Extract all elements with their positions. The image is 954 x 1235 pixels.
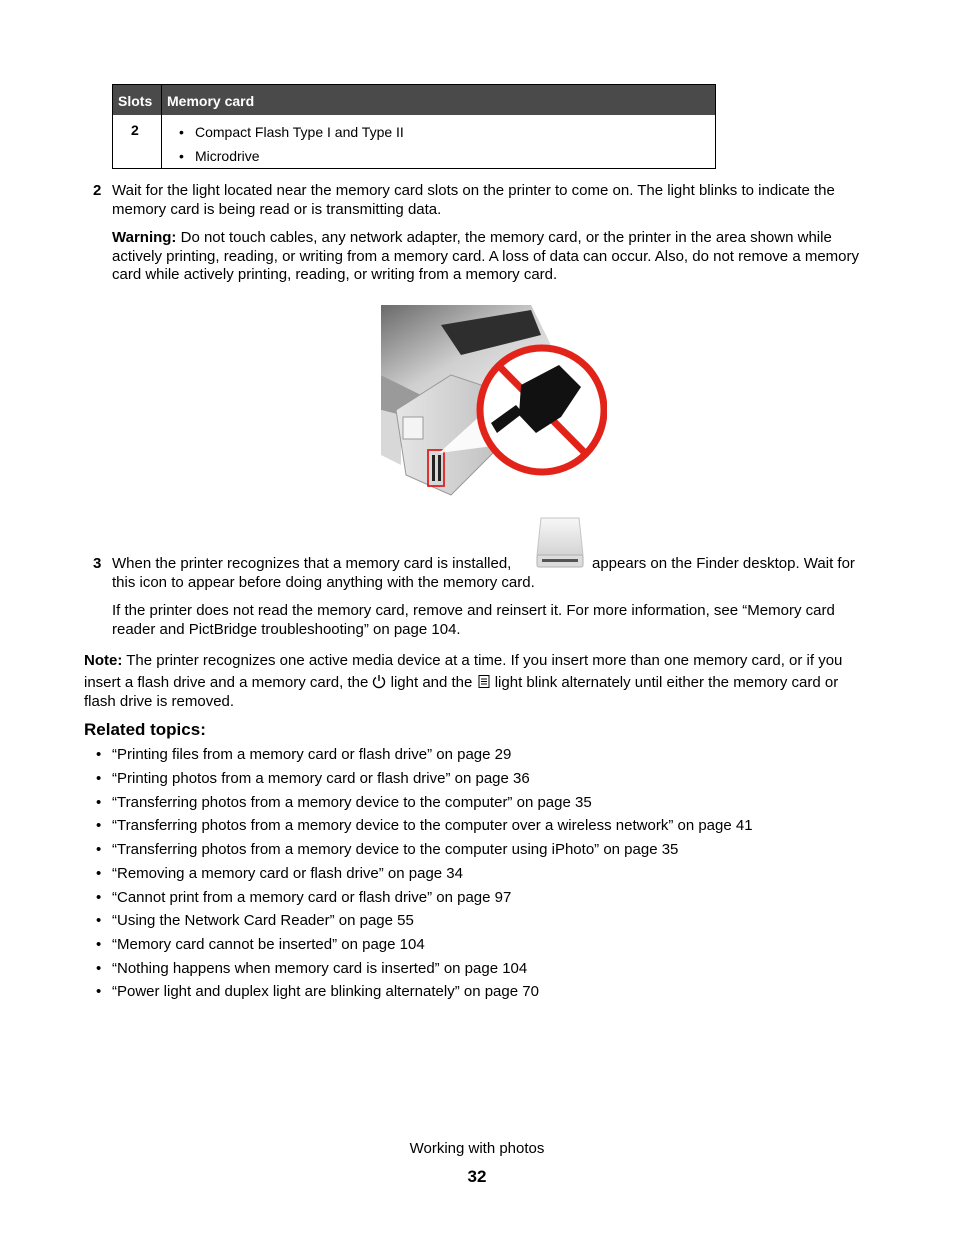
step2-text-line: memory card is being read or is transmitting data.: [112, 201, 442, 218]
footer-section-title: Working with photos: [409, 1140, 545, 1157]
column-divider: [161, 85, 162, 168]
printer-no-touch-warning-illustration: [381, 305, 607, 497]
related-topic-link[interactable]: • “Removing a memory card or flash drive” on page 34: [96, 865, 463, 882]
table-header: [113, 85, 715, 115]
bullet-dot: •: [96, 817, 102, 834]
related-topic-link[interactable]: • “Power light and duplex light are blinking alternately” on page 70: [96, 983, 539, 1000]
note-text-line: flash drive is removed.: [84, 693, 235, 710]
related-topic-link[interactable]: • “Memory card cannot be inserted” on page 104: [96, 936, 425, 953]
memory-card-table: [112, 84, 716, 169]
step3-text-line: When the printer recognizes that a memory card is installed,: [112, 555, 512, 572]
bullet-dot: •: [96, 912, 102, 929]
bullet-dot: •: [96, 865, 102, 882]
step3-text-line: If the printer does not read the memory card, remove and reinsert it. For more information, see “Memory card: [112, 602, 835, 619]
bullet-dot: •: [179, 148, 184, 164]
memory-card-disk-icon: [533, 515, 587, 569]
note-text: The printer recognizes one active media device at a time. If you insert more than one memory card, or if you: [126, 652, 843, 669]
note-line: [84, 673, 838, 692]
duplex-icon: [477, 674, 491, 689]
related-topic-link[interactable]: • “Nothing happens when memory card is inserted” on page 104: [96, 960, 528, 977]
note-text: light blink alternately until either the memory card or: [494, 674, 839, 691]
power-icon: [372, 674, 386, 689]
page-number: 32: [467, 1167, 487, 1186]
note-label: Note:: [84, 652, 123, 669]
related-topic-link[interactable]: • “Printing files from a memory card or flash drive” on page 29: [96, 746, 512, 763]
related-topic-link[interactable]: • “Transferring photos from a memory device to the computer using iPhoto” on page 35: [96, 841, 679, 858]
header-slots: Slots: [118, 93, 153, 109]
step-number: 3: [93, 555, 102, 572]
related-topics-heading: Related topics:: [84, 720, 206, 739]
bullet-dot: •: [96, 889, 102, 906]
step3-text-line: reader and PictBridge troubleshooting” on page 104.: [112, 621, 461, 638]
related-topic-link[interactable]: • “Printing photos from a memory card or flash drive” on page 36: [96, 770, 530, 787]
bullet-dot: •: [96, 983, 102, 1000]
related-topic-link[interactable]: • “Transferring photos from a memory device to the computer over a wireless network” on page 41: [96, 817, 753, 834]
note-text: light and the: [390, 674, 473, 691]
note-line: [84, 651, 842, 670]
bullet-dot: •: [96, 936, 102, 953]
bullet-dot: •: [96, 770, 102, 787]
note-text: insert a flash drive and a memory card, the: [84, 674, 369, 691]
step2-text-line: Wait for the light located near the memory card slots on the printer to come on. The light blinks to indicate the: [112, 182, 835, 199]
step3-text-line: appears on the Finder desktop. Wait for: [592, 555, 855, 572]
related-topic-link[interactable]: • “Transferring photos from a memory device to the computer” on page 35: [96, 794, 592, 811]
bullet-dot: •: [96, 960, 102, 977]
warning-text-line: card while actively printing, reading, or writing from a memory card.: [112, 266, 558, 283]
warning-line: [112, 228, 832, 247]
step3-text-line: this icon to appear before doing anything with the memory card.: [112, 574, 535, 591]
related-topic-link[interactable]: • “Cannot print from a memory card or flash drive” on page 97: [96, 889, 512, 906]
bullet-dot: •: [179, 124, 184, 140]
warning-text: Do not touch cables, any network adapter, the memory card, or the printer in the area shown while: [180, 229, 832, 246]
bullet-dot: •: [96, 794, 102, 811]
card-type-item: Microdrive: [195, 148, 260, 164]
slot-number: 2: [131, 122, 139, 138]
header-memory-card: Memory card: [167, 93, 255, 109]
bullet-dot: •: [96, 746, 102, 763]
bullet-dot: •: [96, 841, 102, 858]
warning-label: Warning:: [112, 229, 177, 246]
step-number: 2: [93, 182, 102, 199]
card-type-item: Compact Flash Type I and Type II: [195, 124, 404, 140]
warning-text-line: actively printing, reading, or writing from a memory card. A loss of data can occur. Also, do not remove a memory: [112, 248, 859, 265]
related-topic-link[interactable]: • “Using the Network Card Reader” on page 55: [96, 912, 414, 929]
